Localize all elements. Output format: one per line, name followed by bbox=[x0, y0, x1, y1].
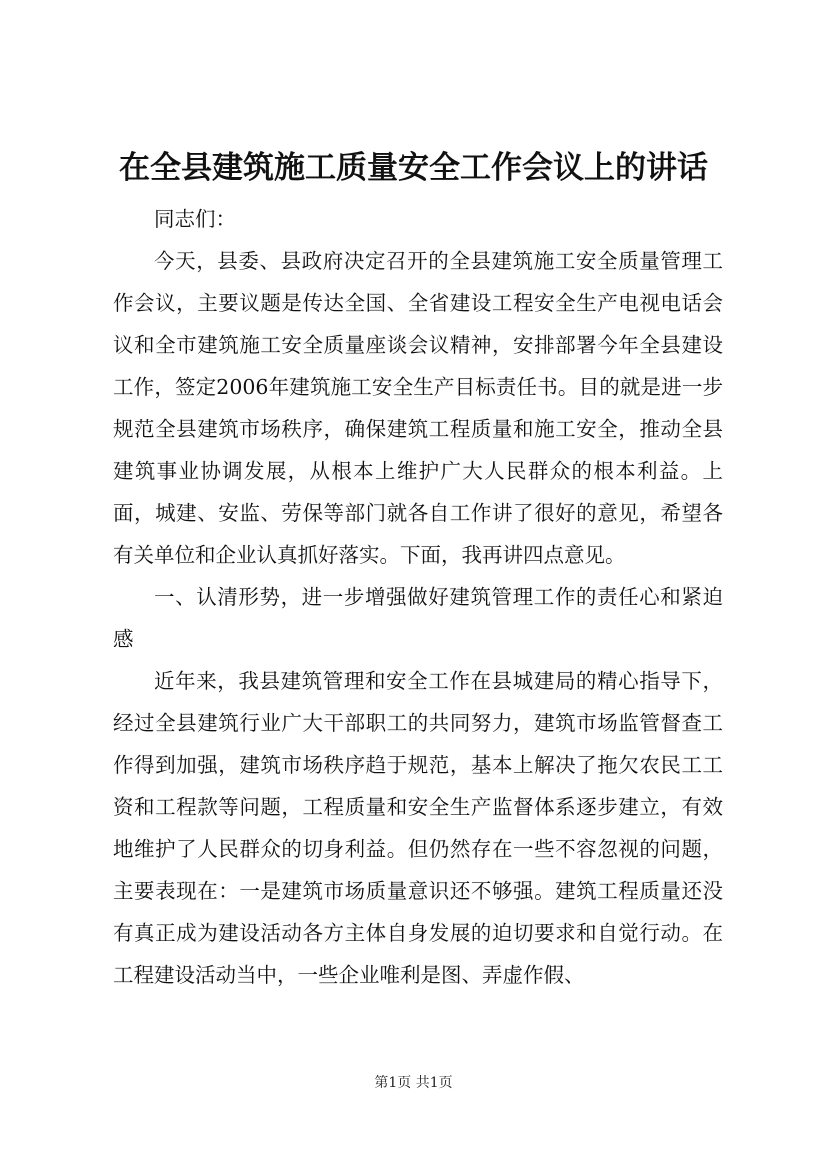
page-footer: 第1页 共1页 bbox=[374, 1075, 453, 1091]
salutation-paragraph: 同志们： bbox=[154, 207, 236, 231]
document-title: 在全县建筑施工质量安全工作会议上的讲话 bbox=[119, 150, 708, 186]
document-body bbox=[113, 198, 723, 996]
body-paragraph: 近年来，我县建筑管理和安全工作在县城建局的精心指导下，经过全县建筑行业广大干部职工的共同努力，建筑市场监管督查工作得到加强，建筑市场秩序趋于规范，基本上解决了拖欠农民工工资和工程款等问题，工程质量和安全生产监督体系逐步建立，有效地维护了人民群众的切身利益。但仍然存在一些不容忽视的问题，主要表现在：一是建筑市场质量意识还不够强。建筑工程质量还没有真正成为建设活动各方主体自身发展的迫切要求和自觉行动。在工程建设活动当中，一些企业唯利是图、弄虚作假、 bbox=[113, 669, 723, 987]
section-heading: 一、认清形势，进一步增强做好建筑管理工作的责任心和紧迫感 bbox=[113, 585, 723, 651]
intro-paragraph: 今天，县委、县政府决定召开的全县建筑施工安全质量管理工作会议，主要议题是传达全国、全省建设工程安全生产电视电话会议和全市建筑施工安全质量座谈会议精神，安排部署今年全县建设工作，签定2006年建筑施工安全生产目标责任书。目的就是进一步规范全县建筑市场秩序，确保建筑工程质量和施工安全，推动全县建筑事业协调发展，从根本上维护广大人民群众的根本利益。上面，城建、安监、劳保等部门就各自工作讲了很好的意见，希望各有关单位和企业认真抓好落实。下面，我再讲四点意见。 bbox=[113, 249, 723, 567]
